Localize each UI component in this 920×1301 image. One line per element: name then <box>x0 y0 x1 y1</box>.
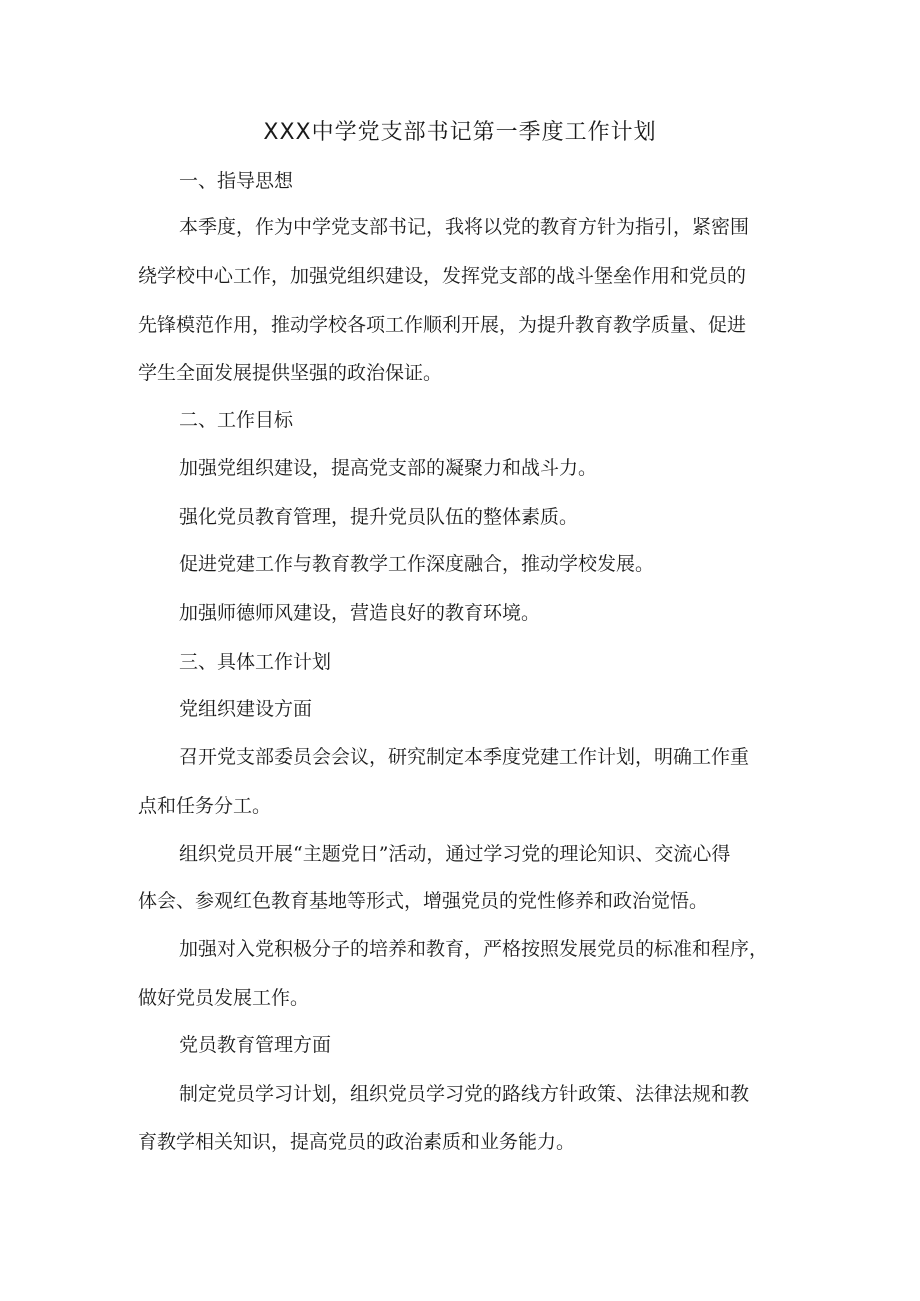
goal-item: 强化党员教育管理，提升党员队伍的整体素质。 <box>179 506 579 528</box>
paragraph-line: 点和任务分工。 <box>138 795 272 817</box>
paragraph-line: 召开党支部委员会会议，研究制定本季度党建工作计划，明确工作重 <box>179 746 750 768</box>
paragraph-line: 加强对入党积极分子的培养和教育，严格按照发展党员的标准和程序， <box>179 938 769 960</box>
subsection-heading-member-education: 党员教育管理方面 <box>179 1034 332 1056</box>
section-heading-work-goals: 二、工作目标 <box>179 409 294 431</box>
paragraph-line: 先锋模范作用，推动学校各项工作顺利开展，为提升教育教学质量、促进 <box>138 314 747 336</box>
paragraph-line: 组织党员开展“主题党日”活动，通过学习党的理论知识、交流心得 <box>179 843 731 865</box>
goal-item: 加强师德师风建设，营造良好的教育环境。 <box>179 602 541 624</box>
goal-item: 加强党组织建设，提高党支部的凝聚力和战斗力。 <box>179 457 598 479</box>
paragraph-line: 制定党员学习计划，组织党员学习党的路线方针政策、法律法规和教 <box>179 1083 750 1105</box>
paragraph-line: 绕学校中心工作，加强党组织建设，发挥党支部的战斗堡垒作用和党员的 <box>138 265 747 287</box>
subsection-heading-party-organization: 党组织建设方面 <box>179 698 313 720</box>
paragraph-line: 学生全面发展提供坚强的政治保证。 <box>138 362 443 384</box>
paragraph-line: 做好党员发展工作。 <box>138 987 310 1009</box>
paragraph-line: 体会、参观红色教育基地等形式，增强党员的党性修养和政治觉悟。 <box>138 890 709 912</box>
document-title: XXX中学党支部书记第一季度工作计划 <box>263 120 657 145</box>
section-heading-guiding-ideology: 一、指导思想 <box>179 170 294 192</box>
goal-item: 促进党建工作与教育教学工作深度融合，推动学校发展。 <box>179 553 655 575</box>
section-heading-work-plan: 三、具体工作计划 <box>179 651 332 673</box>
paragraph-line: 本季度，作为中学党支部书记，我将以党的教育方针为指引，紧密围 <box>179 216 750 238</box>
paragraph-line: 育教学相关知识，提高党员的政治素质和业务能力。 <box>138 1131 576 1153</box>
